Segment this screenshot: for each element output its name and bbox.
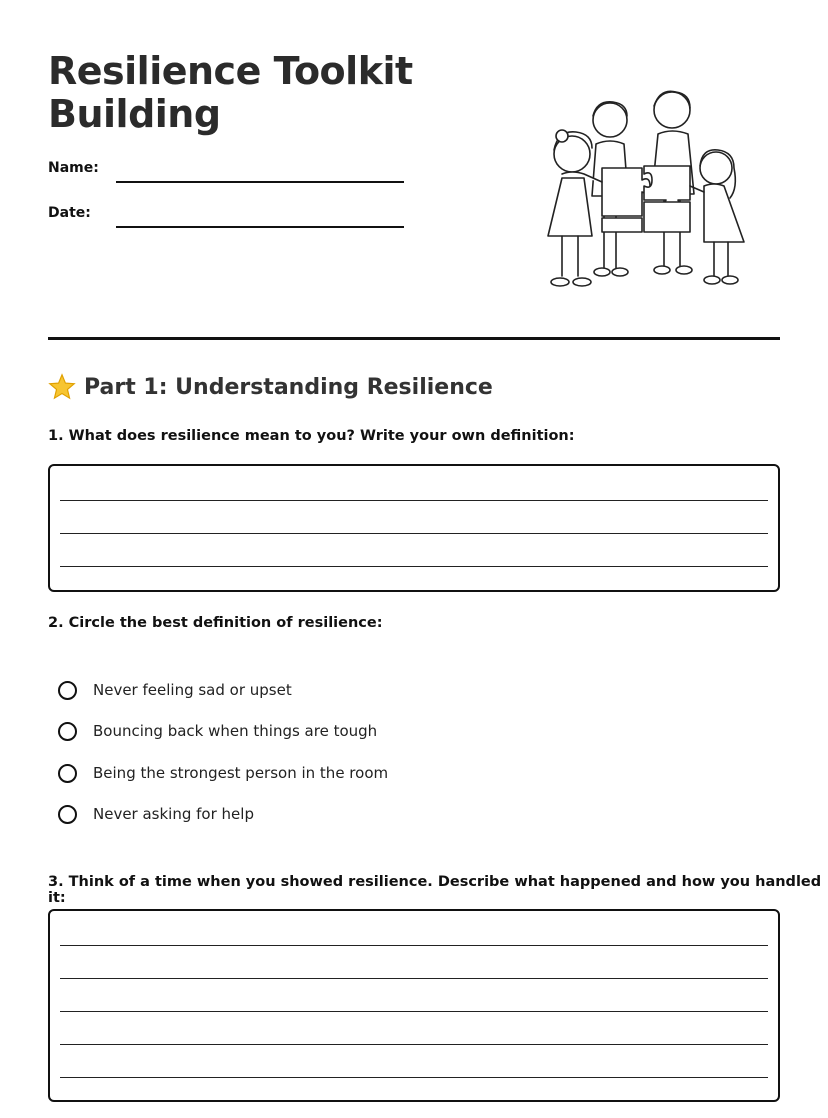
option-label: Being the strongest person in the room	[93, 764, 389, 782]
title-line-1: Resilience Toolkit	[48, 49, 413, 93]
option-4[interactable]	[58, 802, 254, 826]
star-icon	[48, 373, 76, 401]
name-field[interactable]	[116, 181, 404, 183]
answer-box-1[interactable]	[48, 464, 780, 592]
writing-line	[60, 1077, 768, 1078]
option-label: Never feeling sad or upset	[93, 681, 292, 699]
date-label: Date:	[48, 205, 91, 221]
question-1: 1. What does resilience mean to you? Write your own definition:	[48, 428, 575, 444]
writing-line	[60, 1044, 768, 1045]
option-2[interactable]	[58, 719, 377, 743]
option-circle[interactable]	[58, 722, 77, 741]
writing-line	[60, 533, 768, 534]
title-line-2: Building	[48, 92, 221, 136]
option-3[interactable]	[58, 761, 388, 785]
question-2: 2. Circle the best definition of resilience:	[48, 615, 383, 631]
writing-line	[60, 500, 768, 501]
option-circle[interactable]	[58, 805, 77, 824]
writing-line	[60, 1011, 768, 1012]
header-divider	[48, 337, 780, 340]
date-field[interactable]	[116, 226, 404, 228]
part1-title	[48, 373, 493, 401]
writing-line	[60, 978, 768, 979]
name-label: Name:	[48, 160, 99, 176]
question-3: 3. Think of a time when you showed resilience. Describe what happened and how you handled it:	[48, 874, 822, 906]
part1-title-text: Part 1: Understanding Resilience	[84, 374, 493, 400]
option-1[interactable]	[58, 678, 292, 702]
option-circle[interactable]	[58, 764, 77, 783]
writing-line	[60, 945, 768, 946]
answer-box-3[interactable]	[48, 909, 780, 1102]
worksheet-title	[48, 50, 413, 136]
children-puzzle-illustration	[540, 86, 750, 300]
option-circle[interactable]	[58, 681, 77, 700]
writing-line	[60, 566, 768, 567]
option-label: Never asking for help	[93, 805, 254, 823]
option-label: Bouncing back when things are tough	[93, 722, 378, 740]
